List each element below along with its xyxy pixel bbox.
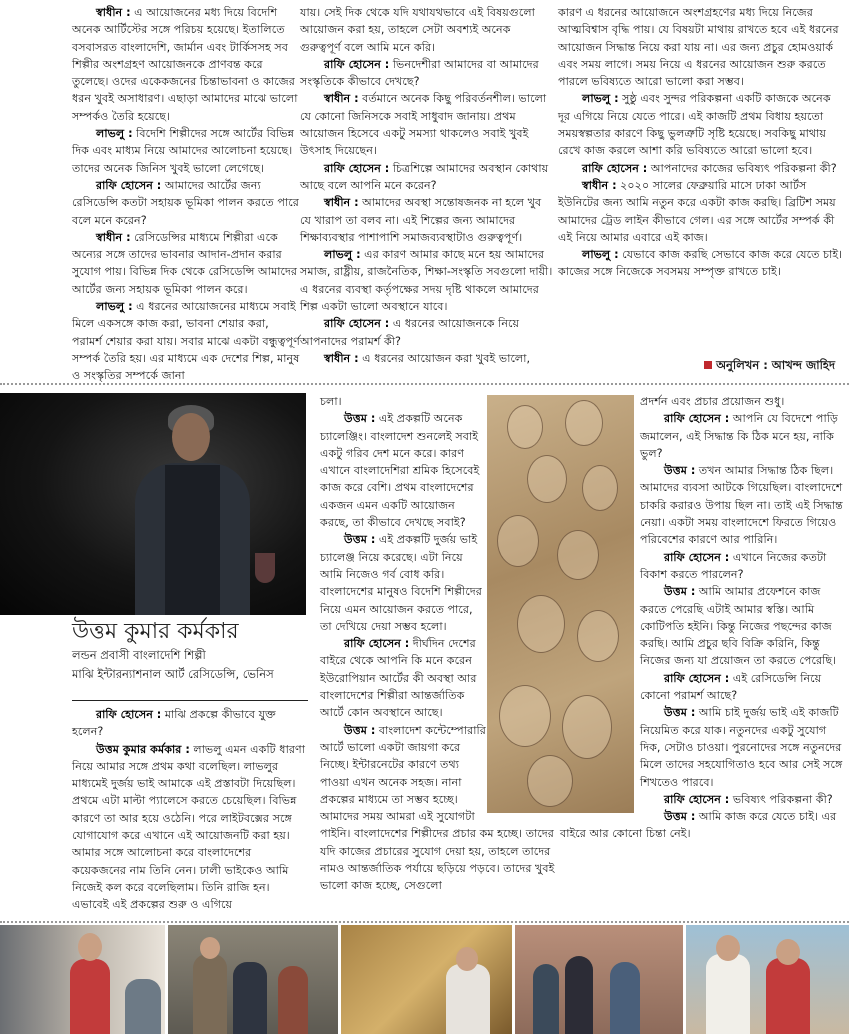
event-photo <box>0 925 165 1034</box>
artist-residency: মাঝি ইন্টারন্যাশনাল আর্ট রেসিডেন্সি, ভেনিস <box>72 667 274 681</box>
speaker-name: রাফি হোসেন : <box>664 671 730 685</box>
paragraph-text: লাভলু এমন একটি ধারণা নিয়ে আমার সঙ্গে প্রথম কথা বলেছিল। লাভলুর মাধ্যমেই দুর্জয় ভাই আমাকে এই প্রস্তাবটা দিয়েছিল। প্রথমে এটা মাল্টা প্যালেসে করতে চেয়েছিল। বিভিন্ন কারণে তা আর হয়ে ওঠেনি। পরে লাইটবক্সের সঙ্গে যোগাযোগ করে এখানে এই আয়োজনটি করা হয়। আমার সঙ্গে আলোচনা করে বাংলাদেশের কয়েকজনের নাম তিনি নেন। ঢালী ভাইকেও আমি নিজেই কল করে বলেছিলাম। তিনি রাজি হন। এভাবেই এই প্রকল্পের শুরু ও এগিয়ে <box>72 742 305 912</box>
speaker-name: রাফি হোসেন : <box>324 161 390 175</box>
paragraph-text: রেসিডেন্সির মাধ্যমে শিল্পীরা একে অন্যের সঙ্গে তাদের ভাবনার আদান-প্রদান করার সুযোগ পায়। বিভিন্ন দিক থেকে রেসিডেন্সি আমাদের আর্টের জন্য সহায়ক ভূমিকা পালন করে। <box>72 230 298 296</box>
paragraph <box>558 160 846 177</box>
divider <box>72 700 308 701</box>
paragraph-text: বিদেশি শিল্পীদের সঙ্গে আর্টের বিভিন্ন দিক এবং মাধ্যম নিয়ে আমাদের আলোচনা হয়েছে। তাদের অনেক জিনিস খুবই ভালো লেগেছে। <box>72 127 295 175</box>
paragraph-text: প্রদর্শন এবং প্রচার প্রয়োজন শুধু। <box>640 395 785 408</box>
paragraph-text: এই রেসিডেন্সি নিয়ে কোনো পরামর্শ আছে? <box>640 671 822 703</box>
paragraph-text: যায়। সেই দিক থেকে যদি যথাযথভাবে এই বিষয়গুলো আয়োজন করা হয়, তাহলে সেটা অবশ্যই অনেক গুরুত্বপূর্ণ বলে আমি মনে করি। <box>300 6 535 54</box>
paragraph <box>300 315 554 350</box>
speaker-name: স্বাধীন : <box>324 351 359 365</box>
speaker-name: লাভলু : <box>582 92 619 106</box>
speaker-name: রাফি হোসেন : <box>664 550 730 564</box>
photo-strip <box>0 925 849 1034</box>
column-top-3 <box>558 4 846 281</box>
column-top-2 <box>300 4 554 367</box>
paragraph-text: আমি চাই দুর্জয় ভাই এই কাজটি নিয়েমিত করে যাক। নতুনদের একটু সুযোগ দিক, সেটাও চাওয়া। পুরনোদের সঙ্গে নতুনদের মিলে তাদের সহযোগিতাও হবে আর সেই সঙ্গে শিখতেও পারবে। <box>640 706 843 789</box>
paragraph-text: কারণ এ ধরনের আয়োজনে অংশগ্রহণের মধ্য দিয়ে নিজের আত্মবিশ্বাস বৃদ্ধি পায়। যে বিষয়টা মাথায় রাখতে হবে এই ধরনের আয়োজন সিদ্ধান্ত নিয়ে করা যায় না। এর জন্য প্রচুর হোমওয়ার্ক এবং সময় লাগে। সময় নিয়ে এ ধরনের আয়োজন শুরু করতে পারলে ভবিষ্যতে আরো ভালো করা সম্ভব। <box>558 6 839 89</box>
paragraph-text: আমাদের অবস্থা সন্তোষজনক না হলে খুব যে খারাপ তা বলব না। এই শিল্পের জন্য আমাদের শিক্ষাব্যবস্থার পাশাপাশি সমাজব্যবস্থাটাও গুরুত্বপূর্ণ। <box>300 196 542 244</box>
dotted-divider <box>0 383 849 385</box>
artist-name: উত্তম কুমার কর্মকার <box>72 619 239 644</box>
speaker-name: রাফি হোসেন : <box>324 57 390 71</box>
speaker-name: রাফি হোসেন : <box>664 792 730 806</box>
paragraph-text: দীর্ঘদিন দেশের বাইরে থেকে আপনি কি মনে করেন ইউরোপিয়ান আর্টের কী অবস্থা আর বাংলাদেশের শিল্পীরা আন্তর্জাতিক আর্টে কোন অবস্থানে আছে। <box>320 637 477 720</box>
paragraph <box>558 177 846 246</box>
paragraph-text: ভিনদেশীরা আমাদের বা আমাদের সংস্কৃতিকে কীভাবে দেখছে? <box>300 57 539 89</box>
artist-photo <box>0 393 306 615</box>
paragraph-text: সুষ্ঠু এবং সুন্দর পরিকল্পনা একটি কাজকে অনেক দূর এগিয়ে নিয়ে যেতে পারে। এই কাজটি প্রথম বিধায় হয়তো সময়স্বল্পতার কারণে কিছু ভুলত্রুটি সৃষ্টি হয়েছে। সবকিছু মাথায় রেখে কাজ করলে আশা করি ভবিষ্যতে আরো ভালো হবে। <box>558 92 831 158</box>
speaker-name: স্বাধীন : <box>324 196 359 210</box>
speaker-name: উত্তম : <box>664 706 696 720</box>
speaker-name: উত্তম : <box>664 810 696 824</box>
speaker-name: লাভলু : <box>96 127 133 141</box>
speaker-name: রাফি হোসেন : <box>344 637 410 651</box>
speaker-name: লাভলু : <box>96 300 133 314</box>
paragraph-text: যেভাবে কাজ করছি সেভাবে কাজ করে যেতে চাই। কাজের সঙ্গে নিজেকে সবসময় সম্পৃক্ত রাখতে চাই। <box>558 248 843 279</box>
paragraph-text: ২০২০ সালের ফেব্রুয়ারি মাসে ঢাকা আর্টস ইউনিটের জন্য আমি নতুন করে একটা কাজ করছি। ব্রিটিশ সময় আমাদের ট্রেড লাইন কীভাবে গেল। এর সঙ্গে আর্টের সম্পর্ক কী এই নিয়ে আমার এবারে এই কাজ। <box>558 178 836 244</box>
speaker-name: রাফি হোসেন : <box>582 161 648 175</box>
paragraph-text: আমি আমার প্রফেশনে কাজ করতে পেরেছি এটাই আমার স্বস্তি। আমি কোটিপতি হইনি। কিন্তু নিজের পছন্দের কাজ করছি। আমি প্রচুর ছবি বিক্রি করিনি, কিন্তু নিজের জন্য যা প্রয়োজন তা করতে পেরেছি। <box>640 585 837 668</box>
paragraph-text: এই প্রকল্পটি দুর্জয় ভাই চ্যালেঞ্জ নিয়ে করেছে। এটা নিয়ে আমি নিজেও গর্ব বোধ করি। বাংলাদেশের মানুষও বিদেশি শিল্পীদের নিয়ে এমন আয়োজন করতে পারে, তা দেখিয়ে দেয়া সম্ভব হলো। <box>320 533 482 633</box>
paragraph-text: এই প্রকল্পটি অনেক চ্যালেঞ্জিং। বাংলাদেশ শুনলেই সবাই একটু গরিব দেশ মনে করে। কারণ এখানে বাংলাদেশিরা শ্রমিক হিসেবেই কাজ করে বেশি। প্রথম বাংলাদেশের একজন এমন একটি আয়োজন করছে, তা কীভাবে দেখছে সবাই? <box>320 412 480 530</box>
paragraph <box>300 160 554 195</box>
paragraph <box>72 741 308 914</box>
speaker-name: স্বাধীন : <box>324 92 359 106</box>
paragraph-text: এ ধরনের আয়োজনের মাধ্যমে সবাই মিলে একসঙ্গে কাজ করা, ভাবনা শেয়ার করা, পরামর্শ শেয়ার করা যায়। সবার মাঝে একটা বন্ধুত্বপূর্ণ সম্পর্ক তৈরি হয়। এর মাধ্যমে এক দেশের শিল্প, মানুষ ও সংস্কৃতির সম্পর্কে জানা <box>72 300 300 383</box>
speaker-name: লাভলু : <box>324 248 361 262</box>
paragraph <box>558 246 846 281</box>
paragraph-text: এ ধরনের আয়োজন করা খুবই ভালো, <box>358 351 531 365</box>
paragraph <box>300 246 554 315</box>
dotted-divider <box>0 921 849 923</box>
paragraph <box>72 125 300 177</box>
paragraph-text: আপনাদের কাজের ভবিষ্যৎ পরিকল্পনা কী? <box>647 161 837 175</box>
paragraph <box>300 56 554 91</box>
speaker-name: উত্তম : <box>344 412 376 426</box>
speaker-name: উত্তম : <box>344 723 376 737</box>
paragraph <box>72 177 300 229</box>
paragraph-text: এর কারণ আমার কাছে মনে হয় আমাদের সমাজ, রাষ্ট্রীয়, রাজনৈতিক, শিক্ষা-সংস্কৃতি সবগুলো দায়ী। এ ধরনের ব্যবস্থা কর্তৃপক্ষের সদয় দৃষ্টি থাকলে আমাদের শিল্প একটা ভালো অবস্থানে যাবে। <box>300 248 553 314</box>
paragraph-text: আমাদের আর্টের জন্য রেসিডেন্সি কতটা সহায়ক ভূমিকা পালন করতে পারে বলে মনে করেন? <box>72 178 299 227</box>
paragraph-text: বাংলাদেশ কন্টেম্পোরারি আর্টে ভালো একটা জায়গা করে নিচ্ছে। ইন্টারনেটের কারণে তথ্য পাওয়া এখন অনেক সহজ। নানা প্রকল্পের মাধ্যমে তা সম্ভব হচ্ছে। আমাদের সময় আমরা এই সুযোগটা পাইনি। বাংলাদেশের শিল্পীদের প্রচার কম হচ্ছে। তাদের যদি কাজের প্রচারের সুযোগ দেয়া হয়, তাহলে তাদের নামও আন্তর্জাতিক পর্যায়ে ছড়িয়ে পড়বে। তাদের খুবই ভালো কাজ হচ্ছে, সেগুলো <box>320 723 555 893</box>
speaker-name: রাফি হোসেন : <box>664 412 730 426</box>
paragraph <box>558 90 846 159</box>
paragraph-text: এখানে নিজের কতটা বিকাশ করতে পারলেন? <box>640 550 827 581</box>
red-square-icon <box>704 361 712 369</box>
paragraph <box>300 194 554 246</box>
speaker-name: উত্তম : <box>664 464 696 478</box>
paragraph <box>72 706 308 741</box>
artist-profile <box>72 618 308 684</box>
portrait-sketch-artwork <box>487 395 634 813</box>
event-photo <box>515 925 682 1034</box>
speaker-name: উত্তম : <box>344 533 376 547</box>
speaker-name: স্বাধীন : <box>582 178 617 192</box>
paragraph-text: তখন আমার সিদ্ধান্ত ঠিক ছিল। আমাদের ব্যবসা আটকে গিয়েছিল। বাংলাদেশে চাকরি করারও উপায় ছিল না। তাই এই সিদ্ধান্ত নেয়া। একটা সময় বাংলাদেশে ফিরতে গিয়েও পরিবেশের কারণে আর পারিনি। <box>640 464 843 547</box>
paragraph-text: এ ধরনের আয়োজনকে নিয়ে আপনাদের পরামর্শ কী? <box>300 317 520 348</box>
paragraph <box>300 90 554 159</box>
speaker-name: উত্তম কুমার কর্মকার : <box>96 742 190 756</box>
paragraph <box>72 4 300 125</box>
paragraph-text: চলা। <box>320 395 342 408</box>
event-photo <box>341 925 512 1034</box>
speaker-name: স্বাধীন : <box>96 6 131 19</box>
event-photo <box>686 925 849 1034</box>
event-photo <box>168 925 337 1034</box>
paragraph-text: বর্তমানে অনেক কিছু পরিবর্তনশীল। ভালো যে কোনো জিনিসকে সবাই সাধুবাদ জানায়। প্রথম আয়োজন হিসেবে একটু সমস্যা থাকলেও সবাই খুবই উৎসাহ দিয়েছেন। <box>300 92 547 158</box>
paragraph <box>300 350 554 367</box>
column-top-1 <box>72 4 300 385</box>
paragraph-text: ভবিষ্যৎ পরিকল্পনা কী? <box>729 792 833 806</box>
credit-text: অনুলিখন : আখন্দ জাহিদ <box>716 358 835 372</box>
speaker-name: লাভলু : <box>582 248 619 262</box>
paragraph <box>72 229 300 298</box>
speaker-name: রাফি হোসেন : <box>96 178 162 192</box>
column-mid-1 <box>72 706 308 914</box>
paragraph <box>300 4 554 56</box>
speaker-name: রাফি হোসেন : <box>324 317 390 331</box>
speaker-name: রাফি হোসেন : <box>96 708 162 721</box>
paragraph-text: আপনি যে বিদেশে পাড়ি জমালেন, এই সিদ্ধান্ত কি ঠিক মনে হয়, নাকি ভুল? <box>640 412 838 460</box>
paragraph-text: এ আয়োজনের মধ্য দিয়ে বিদেশি অনেক আর্টিস্টের সঙ্গে পরিচয় হয়েছে। ইতালিতে বসবাসরত বাংলাদেশি, জার্মান এবং টার্কিসসহ সব শিল্পীর অংশগ্রহণ আয়োজনকে প্রাণবন্ত করে তুলেছে। ওদের একেকজনের চিন্তাভাবনা ও কাজের ধরন খুবই অসাধারণ। এছাড়া আমাদের মাঝে ভালো সম্পর্কও তৈরি হয়েছে। <box>72 6 298 123</box>
paragraph <box>72 298 300 384</box>
paragraph-text: আমি কাজ করে যেতে চাই। এর বাইরে আর কোনো চিন্তা নেই। <box>560 810 837 841</box>
speaker-name: উত্তম : <box>664 585 696 599</box>
artist-description: লন্ডন প্রবাসী বাংলাদেশি শিল্পী <box>72 648 206 662</box>
paragraph-text: চিত্রশিল্পে আমাদের অবস্থান কোথায় আছে বলে আপনি মনে করেন? <box>300 161 549 192</box>
byline-credit <box>704 357 835 376</box>
paragraph <box>558 4 846 90</box>
speaker-name: স্বাধীন : <box>96 230 131 244</box>
paragraph-text: মাঝি প্রকল্পে কীভাবে যুক্ত হলেন? <box>72 708 276 739</box>
